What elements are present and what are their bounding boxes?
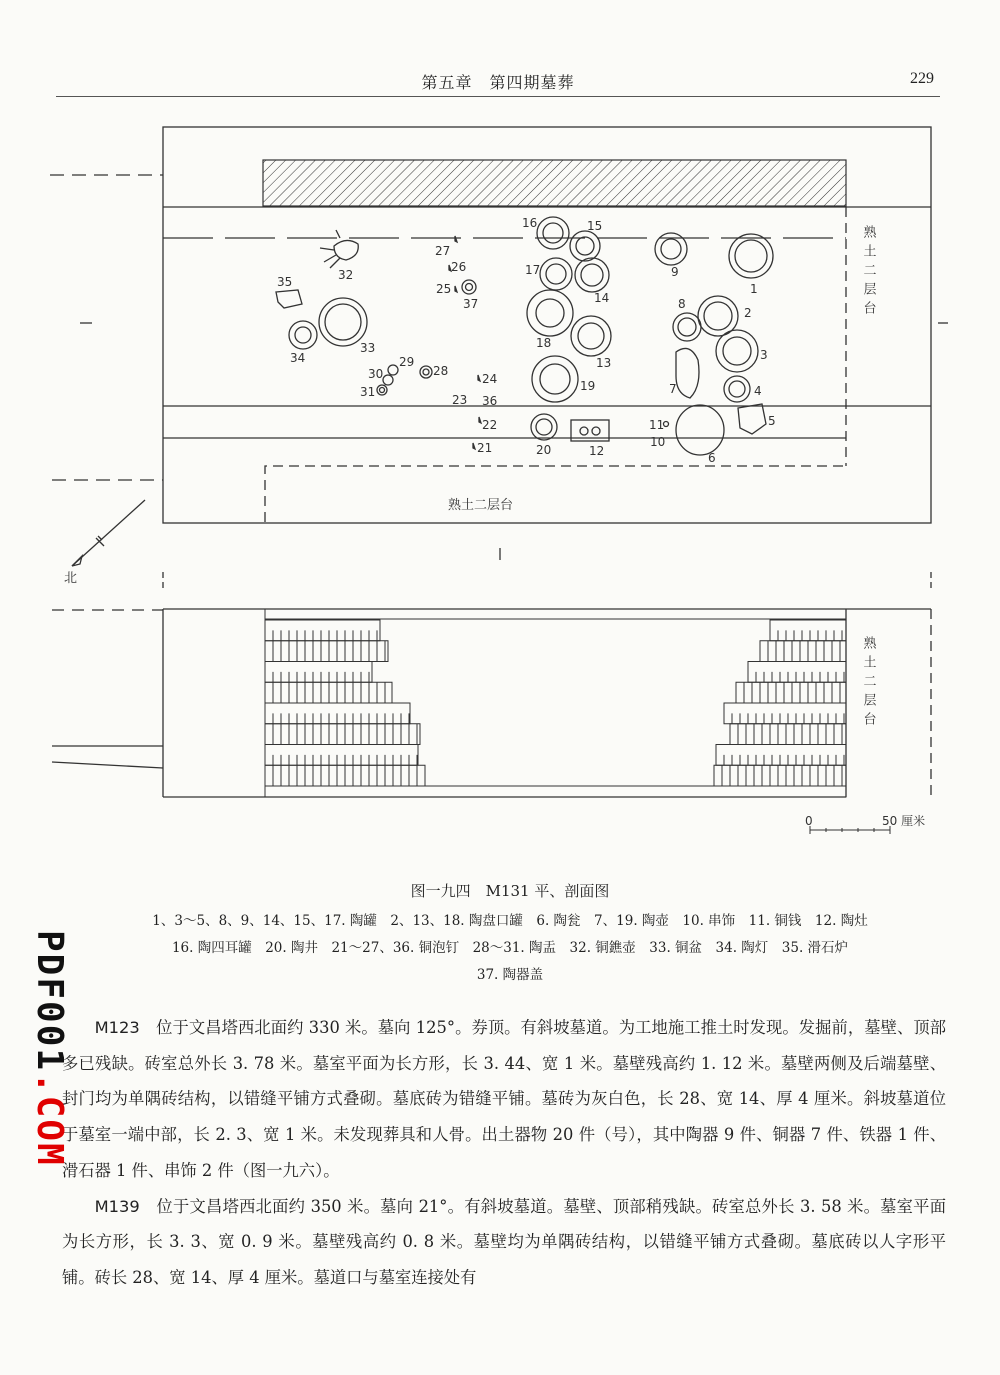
watermark: PDF001.COM	[29, 930, 70, 1167]
item-label: 9	[671, 265, 679, 279]
platform-label-side-1: 熟土二层台	[860, 225, 876, 320]
page-number: 229	[910, 70, 934, 87]
item-label: 14	[594, 291, 610, 305]
paragraph-m123	[62, 1010, 946, 1189]
section-view	[52, 572, 931, 797]
scale-bar	[810, 826, 890, 834]
item-label: 37	[463, 297, 479, 311]
item-label: 15	[587, 219, 603, 233]
running-header	[56, 66, 940, 97]
item-label: 25	[436, 282, 452, 296]
body-text	[62, 1010, 946, 1296]
item-label: 24	[482, 372, 498, 386]
figure-legend	[70, 908, 950, 989]
figure-caption: 图一九四 M131 平、剖面图	[410, 882, 610, 900]
chapter-title: 第五章 第四期墓葬	[421, 73, 575, 92]
item-label: 23	[452, 393, 468, 407]
item-label: 27	[435, 244, 451, 258]
burial-objects	[276, 217, 773, 455]
item-label: 3	[760, 348, 768, 362]
scale-zero: 0	[805, 814, 813, 828]
item-label: 29	[399, 355, 415, 369]
item-label: 31	[360, 385, 376, 399]
item-label: 21	[477, 441, 493, 455]
brick-courses	[265, 620, 846, 786]
item-label: 4	[754, 384, 762, 398]
item-label: 8	[678, 297, 686, 311]
item-label: 5	[768, 414, 776, 428]
item-label: 13	[596, 356, 612, 370]
platform-label-plan: 熟土二层台	[448, 498, 514, 513]
item-label: 10	[650, 435, 666, 449]
legend-line: 16. 陶四耳罐 20. 陶井 21～27、36. 铜泡钉 28～31. 陶盂 32. 铜鐎壶 33. 铜盆 34. 陶灯 35. 滑石炉	[171, 940, 849, 956]
item-label: 16	[522, 216, 538, 230]
item-label: 30	[368, 367, 384, 381]
legend-line: 1、3～5、8、9、14、15、17. 陶罐 2、13、18. 陶盘口罐 6. 陶瓮 7、19. 陶壶 10. 串饰 11. 铜钱 12. 陶灶	[152, 913, 868, 929]
item-label: 18	[536, 336, 552, 350]
legend-line: 37. 陶器盖	[476, 967, 544, 983]
platform-label-section: 熟土二层台	[860, 636, 876, 731]
item-label: 36	[482, 394, 498, 408]
scale-label: 50 厘米	[882, 814, 926, 828]
item-label: 26	[451, 260, 467, 274]
item-label: 12	[589, 444, 605, 458]
item-label: 32	[338, 268, 354, 282]
north-label: 北	[64, 571, 78, 586]
tomb-plan-section-figure	[0, 100, 1000, 840]
item-label: 35	[277, 275, 293, 289]
item-label: 20	[536, 443, 552, 457]
item-label: 11	[649, 418, 665, 432]
item-label: 17	[525, 263, 541, 277]
tomb-id: M139	[94, 1196, 140, 1216]
item-label: 33	[360, 341, 376, 355]
paragraph-text: 位于文昌塔西北面约 330 米。墓向 125°。券顶。有斜坡墓道。为工地施工推土时发现。发掘前，墓壁、顶部多已残缺。砖室总外长 3. 78 米。墓室平面为长方形，长 3. 44、宽 1 米。墓壁残高约 1. 12 米。墓壁两侧及后端墓壁、封门均为单隅砖结构，以错缝平铺方式叠砌。墓底砖为错缝平铺。墓砖为灰白色，长 28、宽 14、厚 4 厘米。斜坡墓道位于墓室一端中部，长 2. 3、宽 1 米。未发现葬具和人骨。出土器物 20 件（号），其中陶器 9 件、铜器 7 件、铁器 1 件、滑石器 1 件、串饰 2 件（图一九六）。	[62, 1018, 946, 1180]
item-label: 19	[580, 379, 596, 393]
item-label: 7	[669, 382, 677, 396]
paragraph-m139	[62, 1189, 946, 1296]
item-label: 6	[708, 451, 716, 465]
item-label: 2	[744, 306, 752, 320]
item-label: 34	[290, 351, 306, 365]
item-number-labels	[277, 216, 776, 465]
tomb-id: M123	[94, 1018, 140, 1037]
item-label: 28	[433, 364, 449, 378]
item-label: 22	[482, 418, 498, 432]
item-label: 1	[750, 282, 758, 296]
paragraph-text: 位于文昌塔西北面约 350 米。墓向 21°。有斜坡墓道。墓壁、顶部稍残缺。砖室总外长 3. 58 米。墓室平面为长方形，长 3. 3、宽 0. 9 米。墓壁残高约 0. 8 米。墓壁均为单隅砖结构，以错缝平铺方式叠砌。墓底砖以人字形平铺。砖长 28、宽 14、厚 4 厘米。墓道口与墓室连接处有	[62, 1196, 946, 1287]
